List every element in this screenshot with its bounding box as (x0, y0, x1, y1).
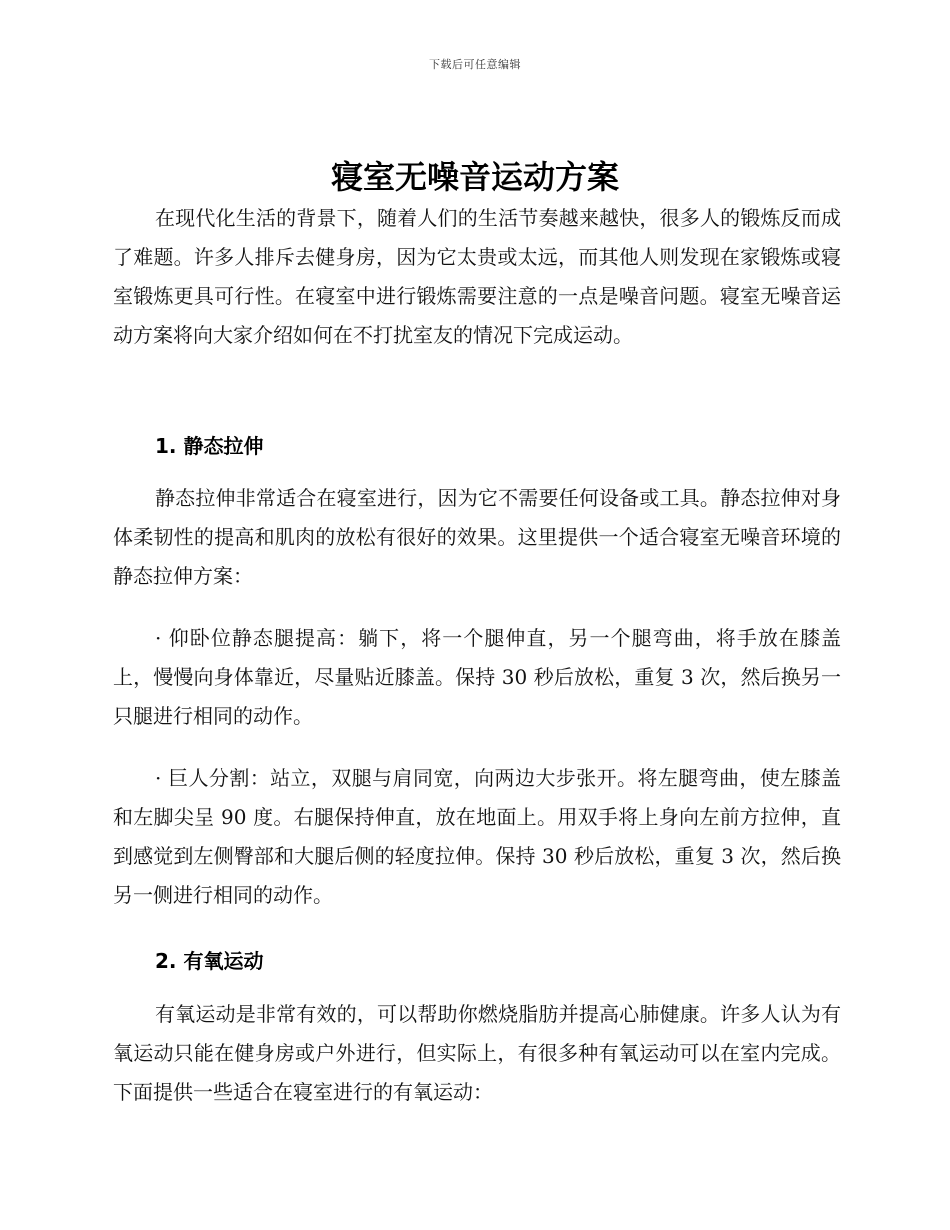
intro-paragraph: 在现代化生活的背景下，随着人们的生活节奏越来越快，很多人的锻炼反而成了难题。许多人排斥去健身房，因为它太贵或太远，而其他人则发现在家锻炼或寝室锻炼更具可行性。在寝室中进行锻炼需要注意的一点是噪音问题。寝室无噪音运动方案将向大家介绍如何在不打扰室友的情况下完成运动。 (113, 206, 841, 347)
section-heading-aerobic: 2. 有氧运动 (155, 949, 264, 973)
bullet-item-leg-raise: · 仰卧位静态腿提高：躺下，将一个腿伸直，另一个腿弯曲，将手放在膝盖上，慢慢向身体靠近，尽量贴近膝盖。保持 30 秒后放松，重复 3 次，然后换另一只腿进行相同的动作。 (113, 626, 841, 728)
document-title: 寝室无噪音运动方案 (330, 158, 619, 196)
aerobic-paragraph: 有氧运动是非常有效的，可以帮助你燃烧脂肪并提高心肺健康。许多人认为有氧运动只能在健身房或户外进行，但实际上，有很多种有氧运动可以在室内完成。下面提供一些适合在寝室进行的有氧运动： (113, 1002, 841, 1104)
header-note: 下载后可任意编辑 (429, 58, 521, 71)
bullet-item-giant-split: · 巨人分割：站立，双腿与肩同宽，向两边大步张开。将左腿弯曲，使左膝盖和左脚尖呈 90 度。右腿保持伸直，放在地面上。用双手将上身向左前方拉伸，直到感觉到左侧臀部和大腿后侧的轻度拉伸。保持 30 秒后放松，重复 3 次，然后换另一侧进行相同的动作。 (113, 766, 841, 907)
section-heading-static-stretch: 1. 静态拉伸 (155, 434, 264, 458)
static-stretch-paragraph: 静态拉伸非常适合在寝室进行，因为它不需要任何设备或工具。静态拉伸对身体柔韧性的提高和肌肉的放松有很好的效果。这里提供一个适合寝室无噪音环境的静态拉伸方案： (113, 486, 841, 588)
